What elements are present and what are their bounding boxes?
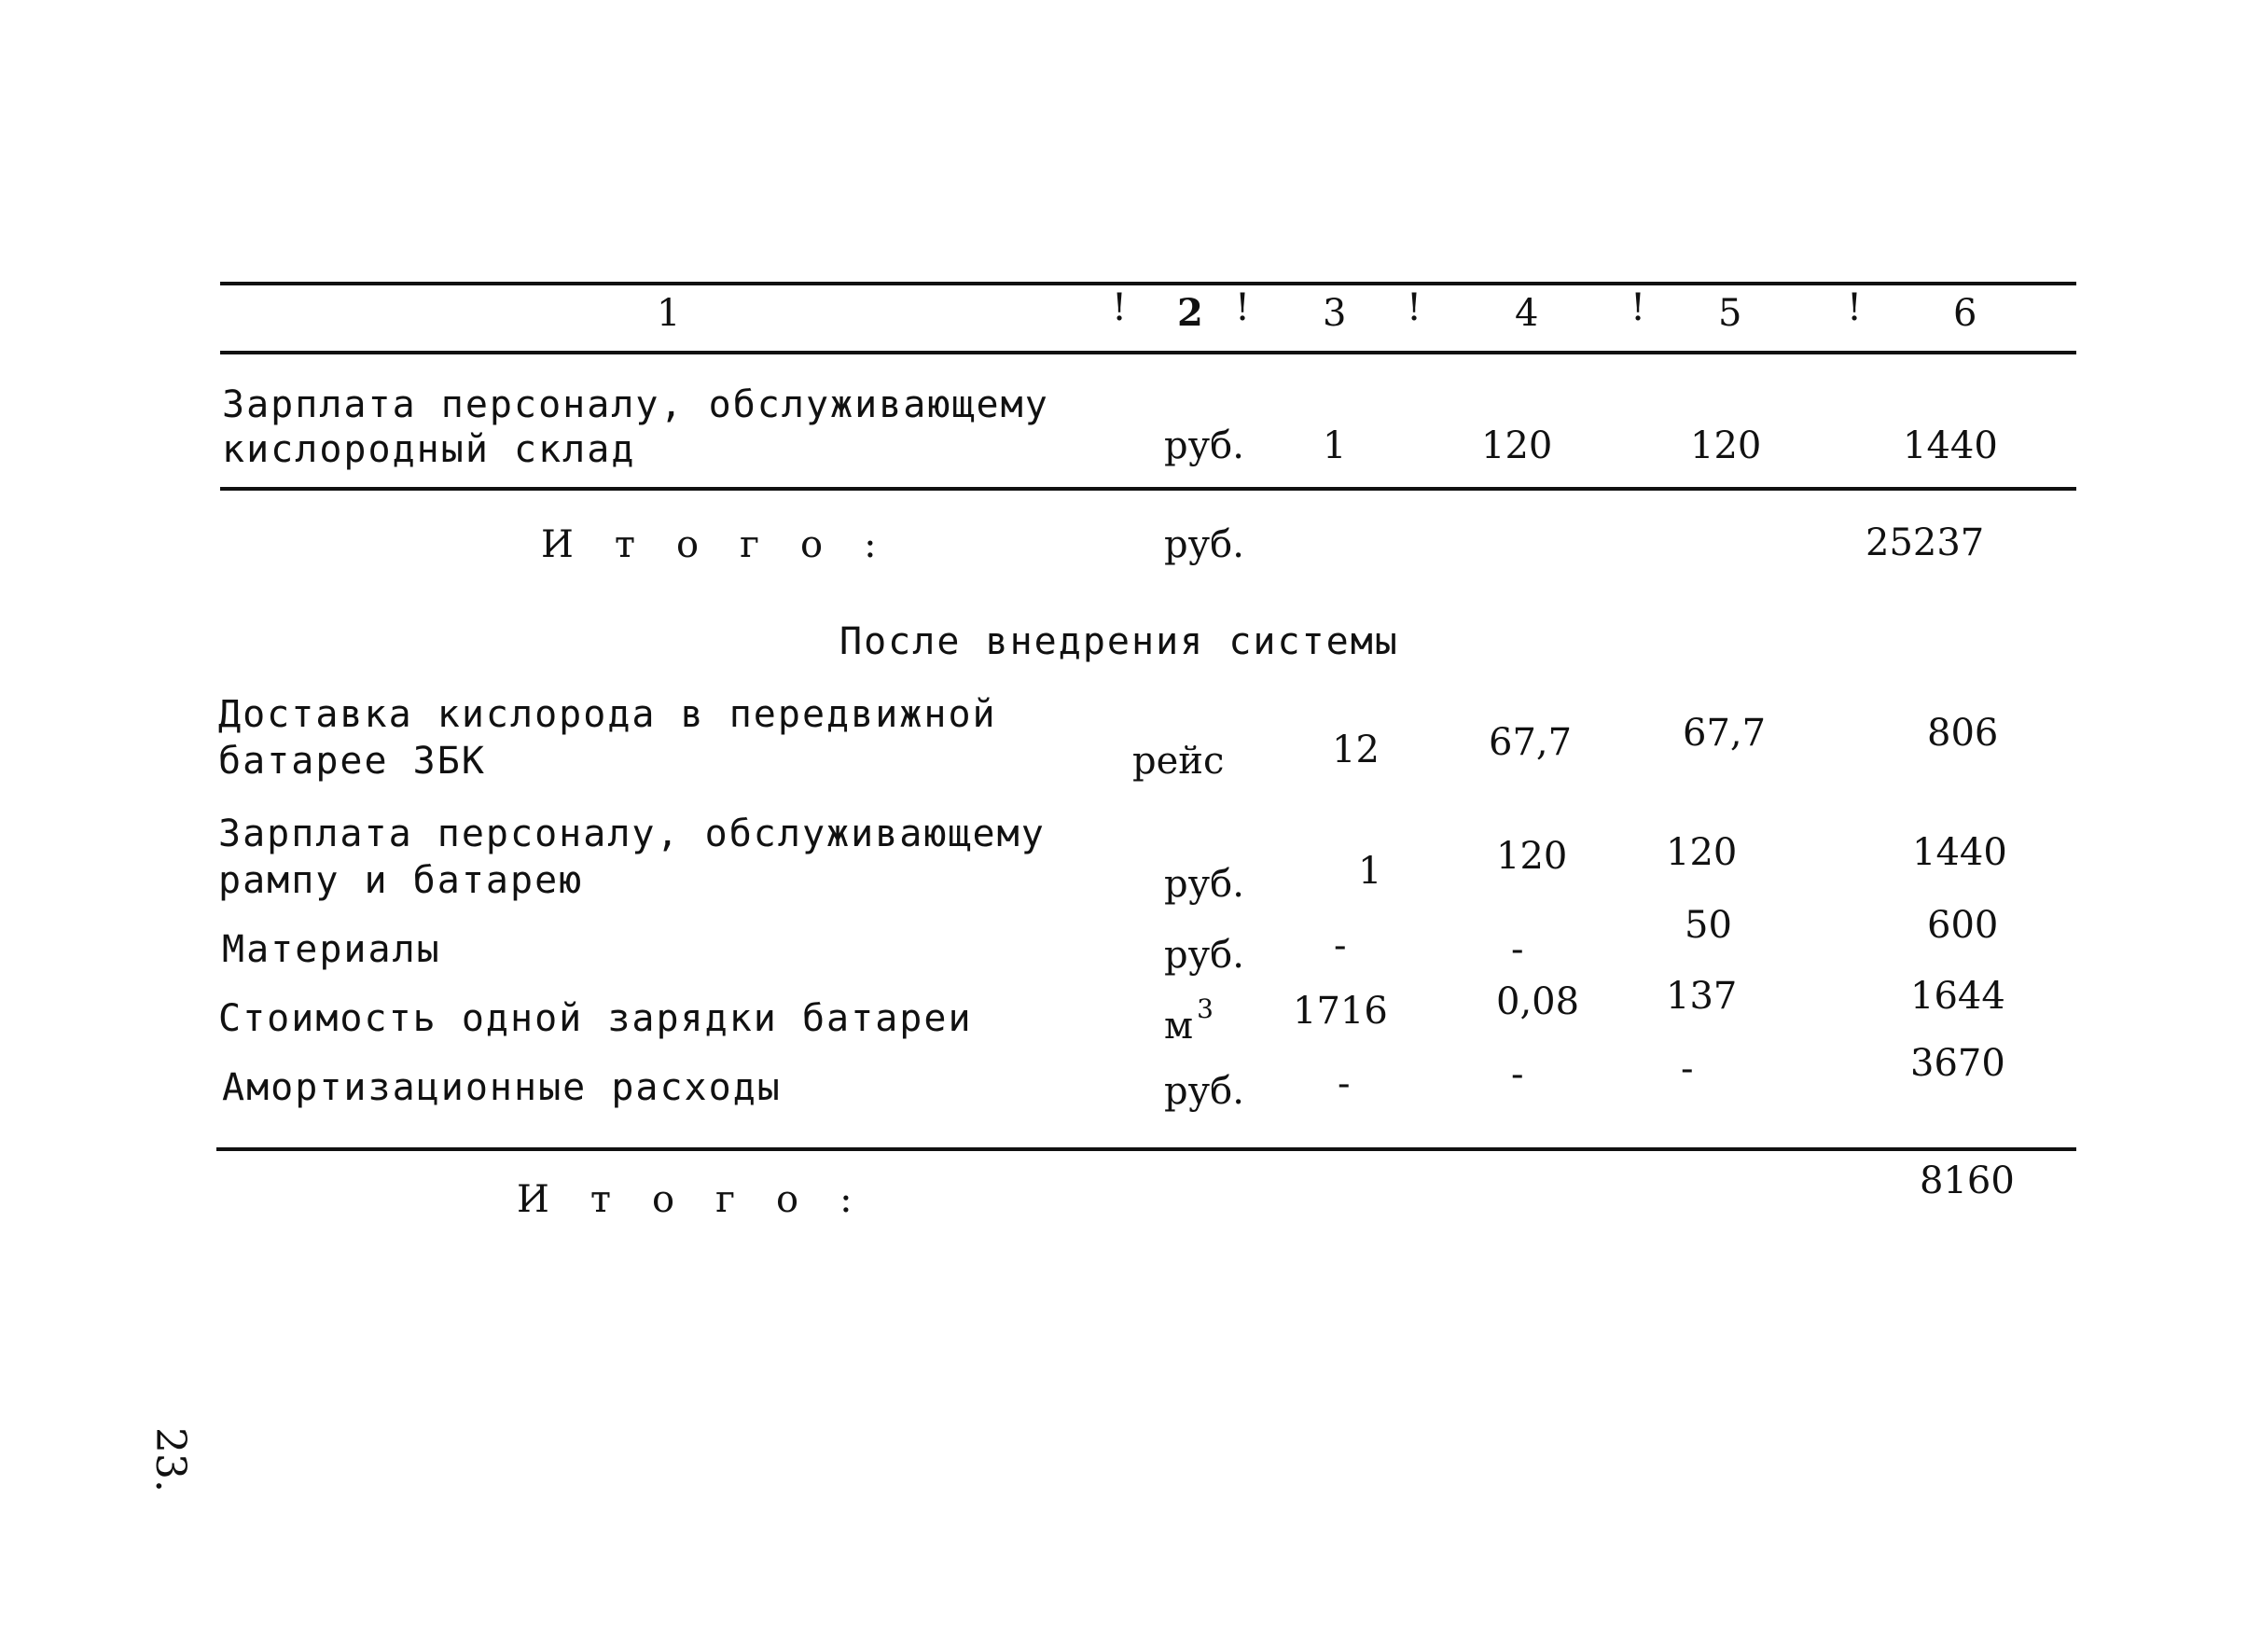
row-materials-c5: 50 (1685, 904, 1732, 947)
row-salary-warehouse-c5: 120 (1690, 424, 1762, 467)
row-delivery-unit: рейс (1132, 740, 1225, 783)
header-sep-5: ! (1847, 286, 1863, 329)
row-salary-ramp-unit: руб. (1164, 863, 1244, 906)
row-charge-cost-c6: 1644 (1910, 975, 2005, 1018)
header-col-1: 1 (657, 292, 681, 335)
row-salary-warehouse-c3: 1 (1323, 424, 1347, 467)
row-delivery-c3: 12 (1332, 729, 1380, 771)
header-col-5: 5 (1718, 292, 1742, 335)
header-top-rule (220, 282, 2076, 285)
row-charge-cost-unit (1164, 993, 1214, 1052)
row-delivery-line2: батарее 3БК (218, 740, 486, 783)
row-materials-unit: руб. (1164, 934, 1244, 977)
row-materials-c3: - (1334, 924, 1347, 967)
row-delivery-c4: 67,7 (1489, 721, 1573, 764)
row-salary-ramp-c5: 120 (1666, 831, 1738, 874)
row-delivery-c5: 67,7 (1683, 712, 1767, 755)
row-depreciation-c3: - (1338, 1062, 1351, 1105)
row-salary-warehouse-c4: 120 (1481, 424, 1553, 467)
after-total-rule (216, 1147, 2076, 1151)
before-total-value: 25237 (1866, 521, 1985, 564)
row-salary-warehouse-unit: руб. (1164, 424, 1244, 467)
row-salary-warehouse-line2: кислородный склад (222, 428, 636, 471)
header-sep-1: ! (1112, 286, 1128, 329)
row-salary-warehouse-c6: 1440 (1903, 424, 1998, 467)
header-sep-3: ! (1407, 286, 1422, 329)
header-col-2: 2 (1177, 291, 1203, 335)
row-delivery-c6: 806 (1927, 712, 1999, 755)
row-salary-ramp-line1: Зарплата персоналу, обслуживающему (218, 812, 1046, 855)
header-sep-2: ! (1235, 286, 1251, 329)
before-total-rule (220, 487, 2076, 491)
row-depreciation-c6: 3670 (1910, 1042, 2005, 1085)
header-sep-4: ! (1630, 286, 1646, 329)
row-charge-cost-c3: 1716 (1293, 990, 1388, 1033)
section-title: После внедрения системы (839, 620, 1399, 663)
row-delivery-line1: Доставка кислорода в передвижной (218, 693, 997, 736)
row-salary-ramp-c4: 120 (1496, 835, 1568, 878)
row-salary-ramp-c6: 1440 (1912, 831, 2007, 874)
row-materials-c6: 600 (1927, 904, 1999, 947)
after-total-value: 8160 (1920, 1159, 2015, 1202)
header-col-6: 6 (1953, 292, 1977, 335)
row-depreciation-c5: - (1681, 1048, 1694, 1090)
row-salary-warehouse-line1: Зарплата персоналу, обслуживающему (222, 383, 1049, 426)
row-depreciation-unit: руб. (1164, 1070, 1244, 1113)
row-depreciation-c4: - (1511, 1053, 1524, 1096)
row-charge-cost-c4: 0,08 (1496, 980, 1580, 1023)
row-materials-c4: - (1511, 928, 1524, 971)
row-charge-cost-unit-base: м (1164, 1005, 1194, 1048)
row-salary-ramp-line2: рампу и батарею (218, 859, 584, 902)
row-materials-label: Материалы (222, 928, 441, 971)
page-number: 23. (146, 1427, 194, 1492)
row-charge-cost-unit-sup: 3 (1197, 993, 1214, 1024)
before-total-unit: руб. (1164, 523, 1244, 566)
row-depreciation-label: Амортизационные расходы (222, 1066, 782, 1109)
row-charge-cost-label: Стоимость одной зарядки батареи (218, 997, 973, 1040)
row-salary-ramp-c3: 1 (1358, 850, 1382, 893)
after-total-label: Итого: (517, 1178, 894, 1221)
header-col-3: 3 (1323, 292, 1347, 335)
row-charge-cost-c5: 137 (1666, 975, 1738, 1018)
header-col-4: 4 (1515, 292, 1539, 335)
before-total-label: Итого: (541, 523, 918, 566)
header-bottom-rule (220, 351, 2076, 354)
